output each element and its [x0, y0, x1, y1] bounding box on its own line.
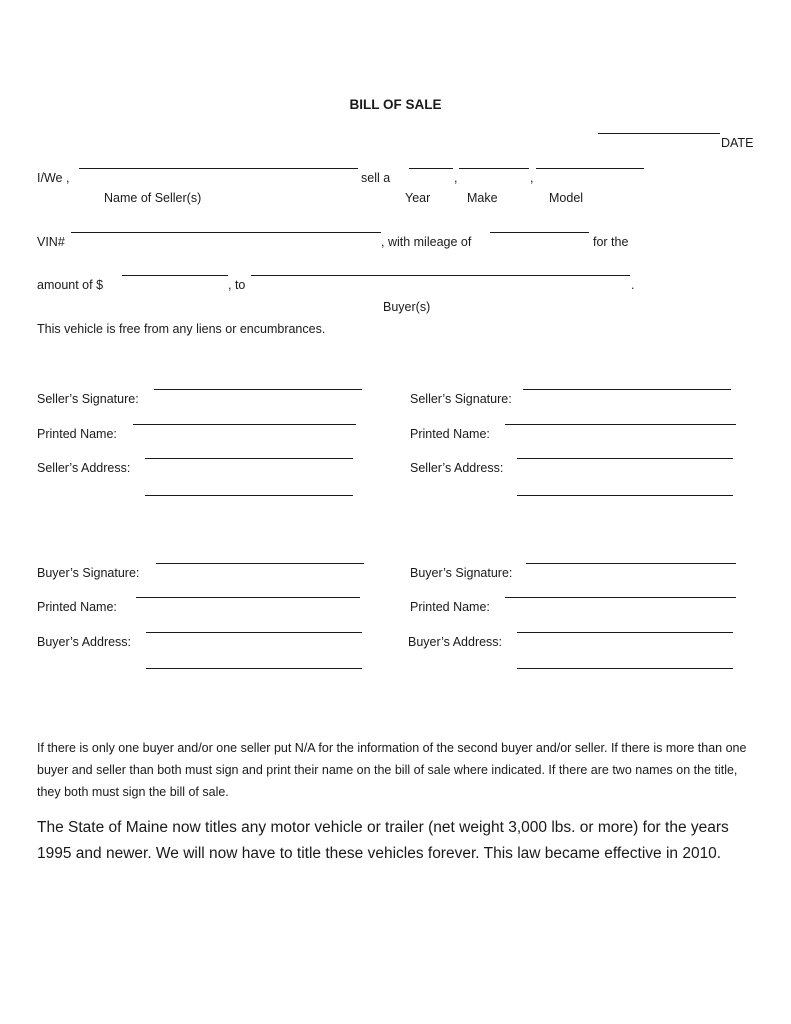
- buyer-address-label: Buyer’s Address:: [408, 635, 503, 649]
- buyer-signature-field[interactable]: [156, 563, 364, 564]
- seller-address-label: Seller’s Address:: [410, 461, 504, 475]
- instructions-note: If there is only one buyer and/or one seller put N/A for the information of the second buyer and/or seller. If there is more than one buyer and seller than both must sign and print their name on the bill of sale where indicated. If there are two names on the title, they both must sign the bill of sale.: [37, 741, 747, 799]
- period: .: [631, 278, 635, 292]
- buyer-printed-name-field[interactable]: [136, 597, 360, 598]
- year-caption: Year: [405, 191, 431, 205]
- amount-blank[interactable]: [122, 275, 228, 276]
- seller-printed-name-field[interactable]: [133, 424, 356, 425]
- iwe-label: I/We ,: [37, 171, 70, 185]
- seller-address-field-2[interactable]: [145, 495, 353, 496]
- seller-signature-label: Seller’s Signature:: [37, 392, 139, 406]
- seller-name-blank[interactable]: [79, 168, 358, 169]
- buyer-printed-name-label: Printed Name:: [37, 600, 117, 614]
- vin-blank[interactable]: [71, 232, 381, 233]
- buyer-signature-field[interactable]: [526, 563, 736, 564]
- for-the-label: for the: [593, 235, 629, 249]
- comma-1: ,: [454, 171, 458, 185]
- model-caption: Model: [549, 191, 584, 205]
- seller-printed-name-label: Printed Name:: [410, 427, 490, 441]
- buyer-address-field-2[interactable]: [517, 668, 733, 669]
- date-blank[interactable]: [598, 133, 720, 134]
- document-title: BILL OF SALE: [349, 97, 442, 112]
- year-blank[interactable]: [409, 168, 453, 169]
- seller-printed-name-field[interactable]: [505, 424, 736, 425]
- seller-signature-field[interactable]: [523, 389, 731, 390]
- buyer-address-field-2[interactable]: [146, 668, 362, 669]
- mileage-label: , with mileage of: [381, 235, 472, 249]
- seller-address-field[interactable]: [517, 458, 733, 459]
- to-label: , to: [228, 278, 246, 292]
- buyer-address-field[interactable]: [517, 632, 733, 633]
- buyer-caption: Buyer(s): [383, 300, 431, 314]
- date-label: DATE: [721, 136, 754, 150]
- seller-signature-field[interactable]: [154, 389, 362, 390]
- buyer-address-label: Buyer’s Address:: [37, 635, 132, 649]
- seller-address-field-2[interactable]: [517, 495, 733, 496]
- mileage-blank[interactable]: [490, 232, 589, 233]
- vin-label: VIN#: [37, 235, 65, 249]
- seller-address-field[interactable]: [145, 458, 353, 459]
- comma-2: ,: [530, 171, 534, 185]
- maine-title-law-statement: The State of Maine now titles any motor vehicle or trailer (net weight 3,000 lbs. or more) for the years 1995 and newer. We will now have to title these vehicles forever. This law became effective in 2010.: [37, 819, 729, 862]
- buyer-printed-name-label: Printed Name:: [410, 600, 490, 614]
- sell-a-label: sell a: [361, 171, 391, 185]
- seller-name-caption: Name of Seller(s): [104, 191, 202, 205]
- liens-statement: This vehicle is free from any liens or encumbrances.: [37, 322, 326, 336]
- buyer-address-field[interactable]: [146, 632, 362, 633]
- seller-signature-label: Seller’s Signature:: [410, 392, 512, 406]
- buyer-signature-label: Buyer’s Signature:: [37, 566, 140, 580]
- buyer-signature-label: Buyer’s Signature:: [410, 566, 513, 580]
- make-blank[interactable]: [459, 168, 529, 169]
- buyer-printed-name-field[interactable]: [505, 597, 736, 598]
- amount-label: amount of $: [37, 278, 104, 292]
- seller-address-label: Seller’s Address:: [37, 461, 131, 475]
- make-caption: Make: [467, 191, 498, 205]
- model-blank[interactable]: [536, 168, 644, 169]
- seller-printed-name-label: Printed Name:: [37, 427, 117, 441]
- buyer-name-blank[interactable]: [251, 275, 630, 276]
